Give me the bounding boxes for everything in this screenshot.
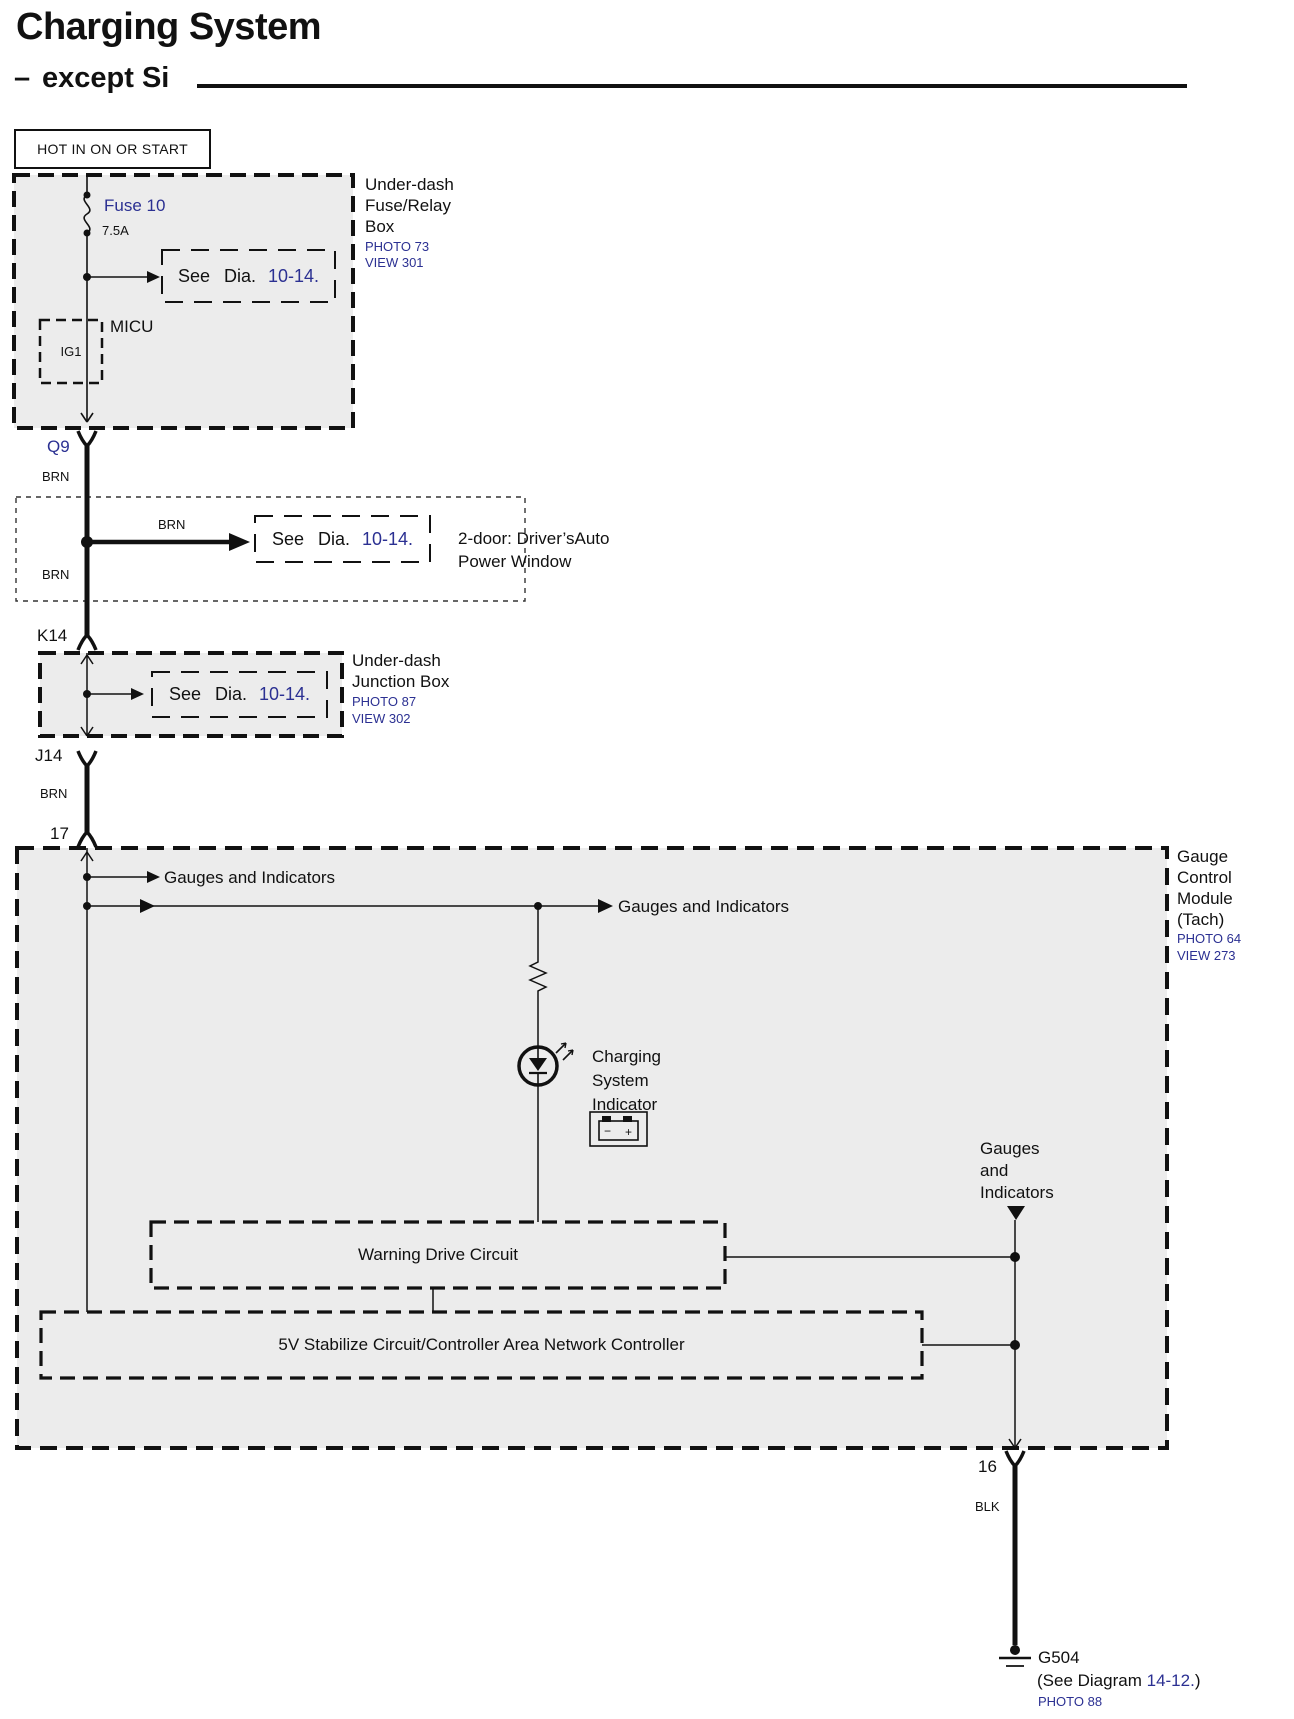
see-dia-text: See Dia.	[168, 684, 247, 704]
page-title: Charging System	[16, 6, 322, 48]
module-name-line: (Tach)	[1177, 910, 1225, 929]
battery-minus-label: −	[604, 1124, 612, 1138]
wire-color-brn-1: BRN	[42, 469, 70, 484]
gauges-indicators-branch-2: Gauges and Indicators	[618, 897, 790, 916]
destination-line: Power Window	[458, 552, 572, 571]
ground-ref-suffix: )	[1194, 1671, 1201, 1690]
junction-view-ref: VIEW 302	[352, 711, 411, 726]
module-name-line: Gauge	[1177, 847, 1229, 866]
wire-color-blk: BLK	[975, 1499, 1000, 1514]
battery-plus-label: +	[625, 1125, 633, 1139]
gauges-indicators-right-label	[980, 1138, 1054, 1204]
connector-16-symbol	[1006, 1451, 1024, 1466]
power-window-destination	[458, 527, 610, 573]
ground-g504-symbol	[999, 1645, 1031, 1666]
fuse-name-label: Fuse 10	[104, 196, 166, 215]
wire-color-brn-branch: BRN	[158, 517, 186, 532]
module-pin-17-label: 17	[50, 824, 69, 843]
see-dia-ref-power-window	[255, 516, 430, 562]
connector-17-symbol	[78, 832, 96, 847]
right-branch-line: Indicators	[980, 1183, 1054, 1202]
fuse-rating-label: 7.5A	[102, 223, 129, 238]
see-dia-text: See Dia.	[271, 528, 350, 549]
subtitle-rule	[197, 84, 1187, 88]
indicator-label-line: Indicator	[592, 1095, 658, 1114]
connector-k14-label: K14	[37, 626, 68, 645]
see-dia-number: 10-14.	[362, 528, 414, 549]
junction-name-line: Junction Box	[352, 672, 450, 691]
indicator-label-line: Charging	[592, 1047, 661, 1066]
warning-drive-circuit-label: Warning Drive Circuit	[358, 1245, 518, 1264]
destination-line: 2-door: Driver’sAuto	[458, 529, 610, 548]
module-name-line: Control	[1177, 868, 1232, 887]
see-dia-text: See Dia.	[177, 265, 256, 286]
fuse-relay-photo-ref: PHOTO 73	[365, 239, 430, 254]
connector-q9-symbol	[78, 431, 96, 446]
charging-system-indicator-label	[592, 1045, 661, 1117]
module-photo-ref: PHOTO 64	[1177, 931, 1242, 946]
ig1-label: IG1	[60, 344, 82, 359]
ground-diagram-ref	[1037, 1670, 1200, 1691]
junction-photo-ref: PHOTO 87	[352, 694, 417, 709]
right-branch-line: Gauges	[980, 1139, 1040, 1158]
fuse-relay-name-line: Fuse/Relay	[365, 196, 451, 215]
fuse-relay-view-ref: VIEW 301	[365, 255, 424, 270]
see-dia-ref-junction	[152, 672, 327, 717]
fuse-relay-box-name	[365, 174, 454, 237]
see-dia-number: 10-14.	[268, 265, 320, 286]
page-subtitle: except Si	[42, 62, 170, 94]
connector-j14-symbol	[78, 751, 96, 766]
module-view-ref: VIEW 273	[1177, 948, 1236, 963]
stabilize-circuit-label: 5V Stabilize Circuit/Controller Area Network Controller	[278, 1335, 685, 1354]
fuse-relay-name-line: Under-dash	[365, 175, 454, 194]
fuse-relay-name-line: Box	[365, 217, 395, 236]
micu-label: MICU	[110, 317, 154, 336]
power-source-box	[14, 129, 211, 169]
subtitle-dash: –	[14, 62, 31, 94]
wire-color-brn-2: BRN	[42, 567, 70, 582]
connector-j14-label: J14	[35, 746, 63, 765]
see-dia-ref-fuse	[162, 250, 335, 302]
connector-k14-symbol	[78, 635, 96, 650]
module-name-line: Module	[1177, 889, 1233, 908]
wire-color-brn-3: BRN	[40, 786, 68, 801]
see-dia-number: 10-14.	[259, 684, 311, 704]
right-branch-line: and	[980, 1161, 1009, 1180]
ground-ref-number: 14-12.	[1146, 1671, 1195, 1690]
power-source-label: HOT IN ON OR START	[37, 141, 188, 157]
indicator-label-line: System	[592, 1071, 649, 1090]
ground-id-label: G504	[1038, 1648, 1080, 1667]
gauge-module-name	[1177, 846, 1233, 930]
brn-trunk-wire	[81, 446, 250, 635]
gauges-indicators-branch-1: Gauges and Indicators	[164, 868, 336, 887]
connector-q9-label: Q9	[47, 437, 70, 456]
ground-ref-prefix: (See Diagram	[1037, 1671, 1142, 1690]
junction-name-line: Under-dash	[352, 651, 441, 670]
module-pin-16-label: 16	[978, 1457, 997, 1476]
junction-box-name	[352, 650, 449, 692]
ground-photo-ref: PHOTO 88	[1038, 1694, 1103, 1709]
